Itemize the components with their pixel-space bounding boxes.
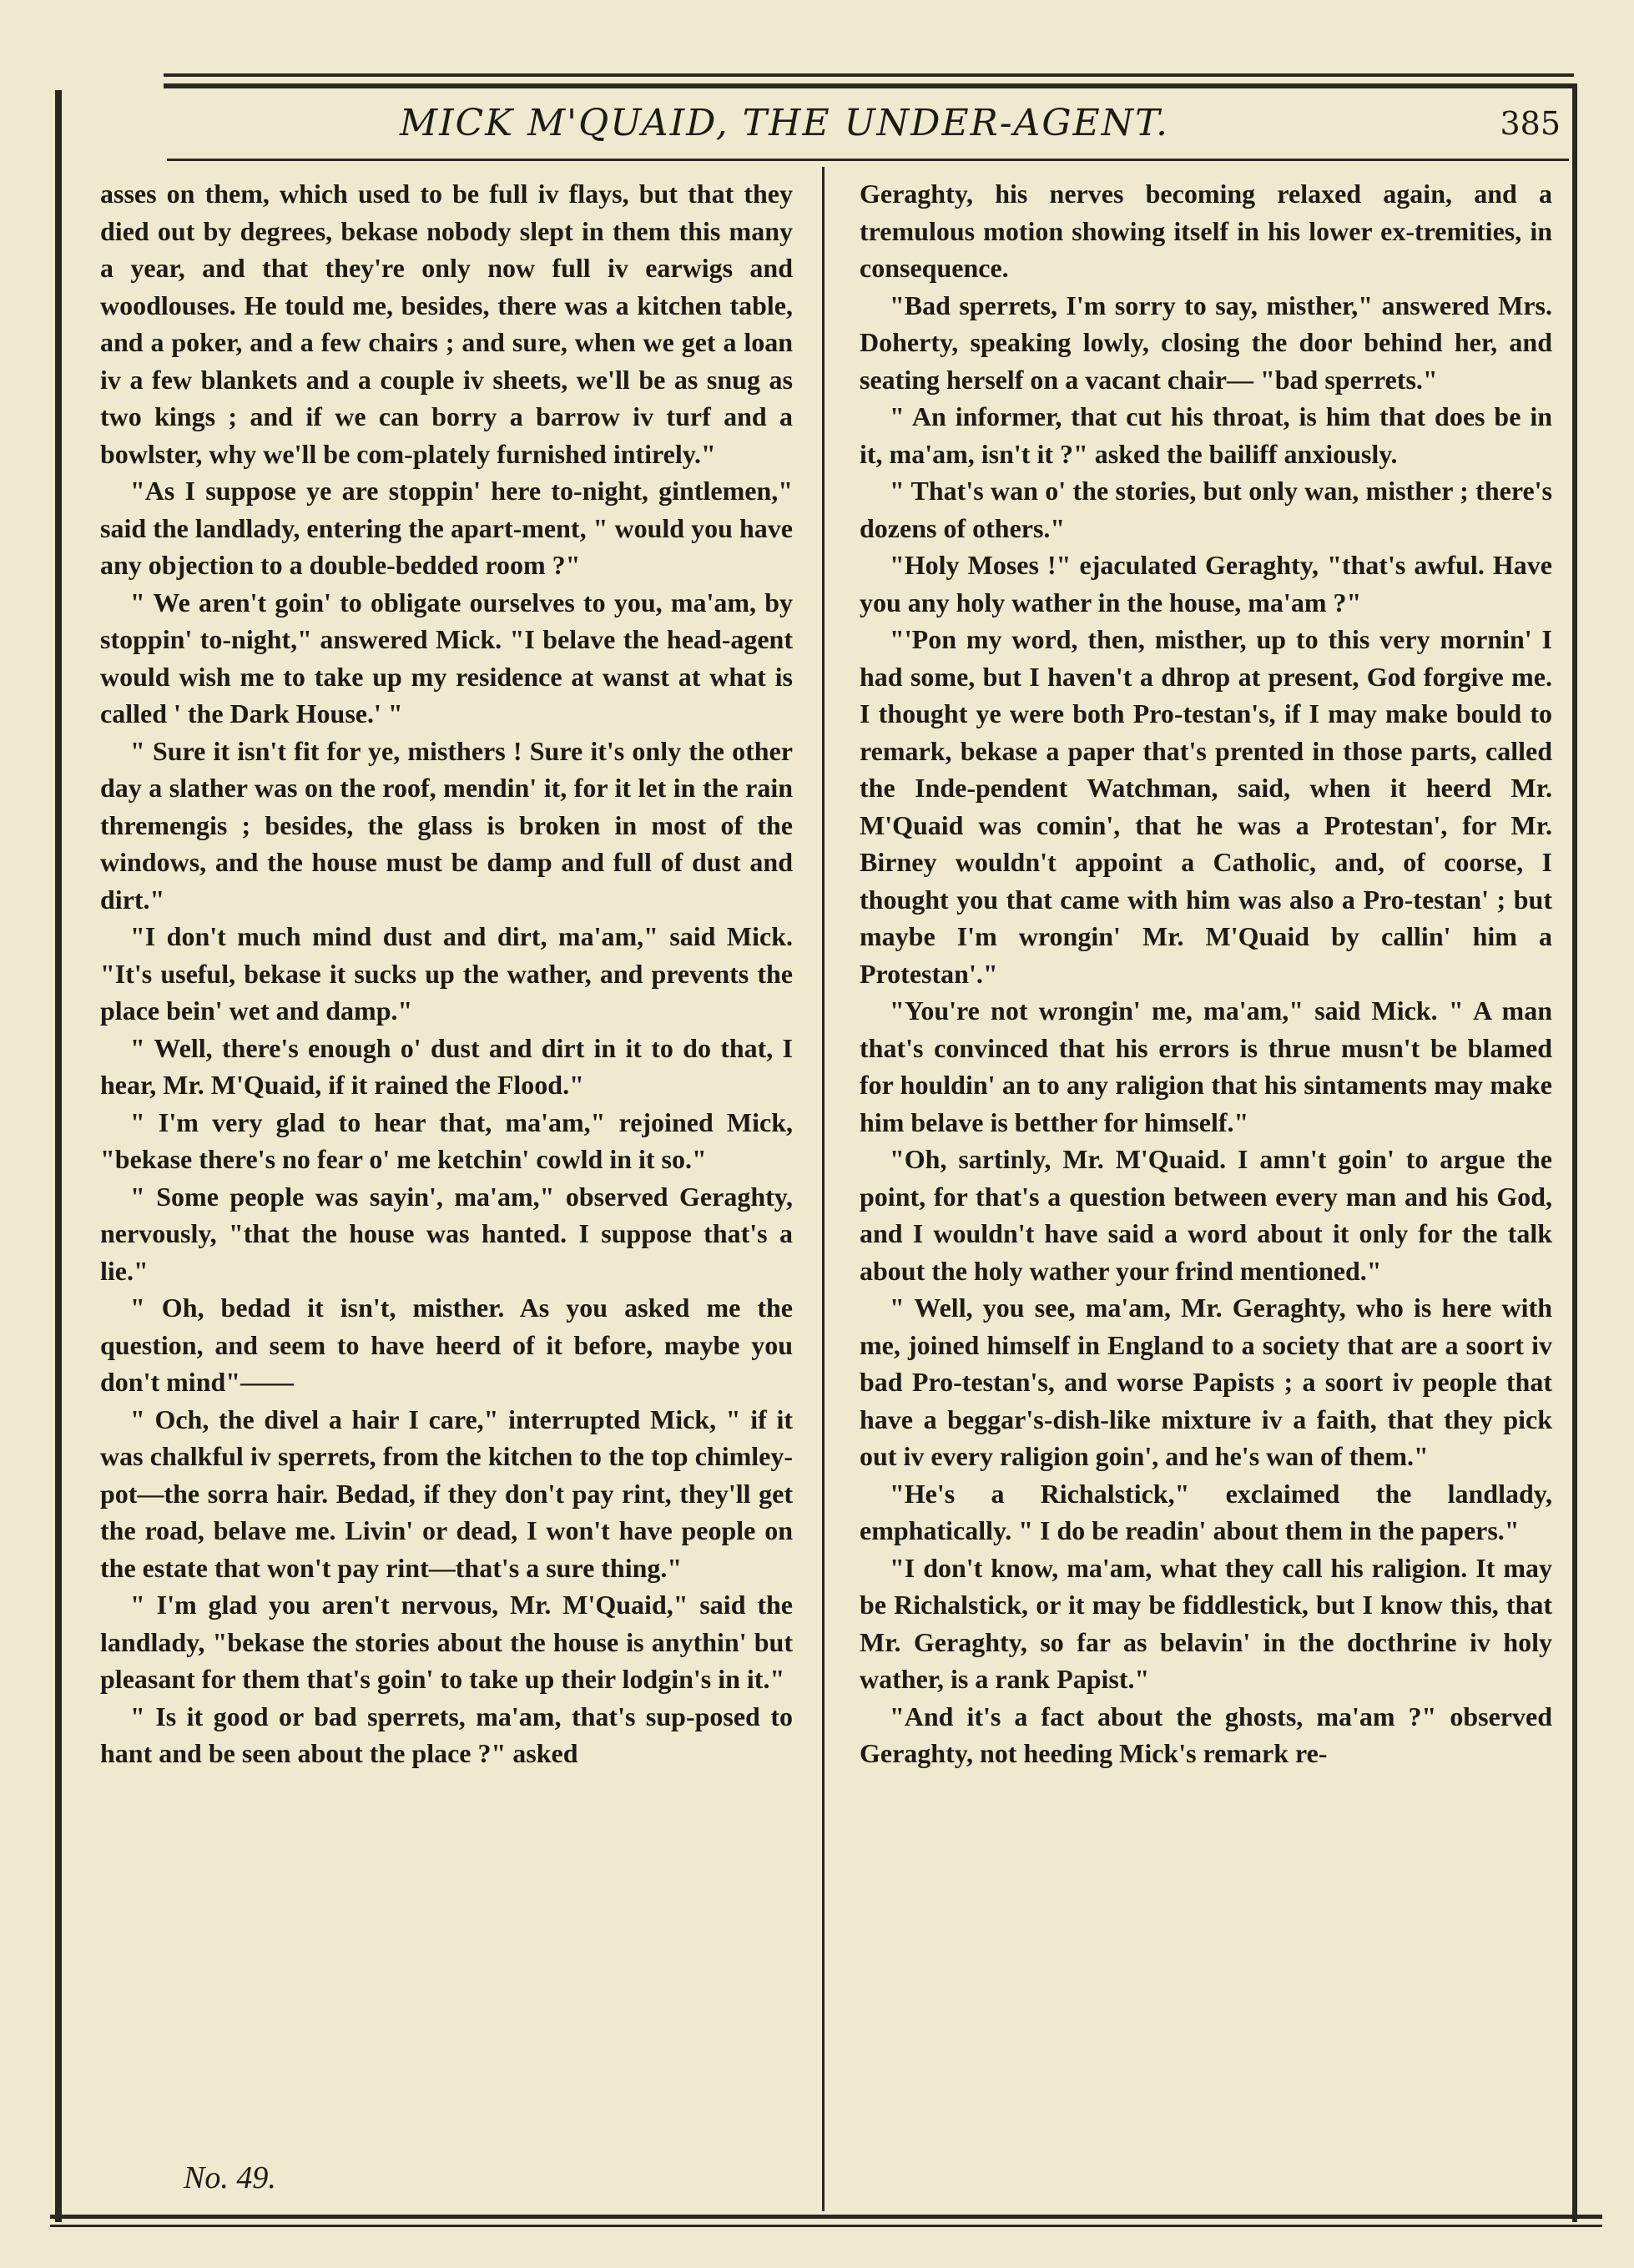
- paragraph: "Holy Moses !" ejaculated Geraghty, "that's awful. Have you any holy wather in the house, ma'am ?": [860, 550, 1552, 617]
- paragraph: " That's wan o' the stories, but only wan, misther ; there's dozens of others.": [860, 476, 1552, 543]
- paragraph: "'Pon my word, then, misther, up to this very mornin' I had some, but I haven't a dhrop at present, God forgive me. I thought ye were both Pro-testan's, if I may make bould to remark, bekase a paper that's prented in those parts, called the Inde-pendent Watchman, said, when it heerd Mr. M'Quaid was comin', that he was a Protestan', for Mr. Birney wouldn't appoint a Catholic, and, of coorse, I thought you that came with him was also a Pro-testan' ; but maybe I'm wrongin' Mr. M'Quaid by callin' him a Protestan'.": [860, 624, 1552, 989]
- paragraph: "As I suppose ye are stoppin' here to-night, gintlemen," said the landlady, entering the apart-ment, " would you have any objection to a double-bedded room ?": [100, 476, 793, 580]
- left-border-rule: [55, 90, 62, 2222]
- paragraph: "Bad sperrets, I'm sorry to say, misther," answered Mrs. Doherty, speaking lowly, closing the door behind her, and seating herself on a vacant chair— "bad sperrets.": [860, 290, 1552, 395]
- paragraph: "And it's a fact about the ghosts, ma'am ?" observed Geraghty, not heeding Mick's remark re-: [860, 1701, 1552, 1768]
- paragraph: " I'm very glad to hear that, ma'am," rejoined Mick, "bekase there's no fear o' me ketchin' cowld in it so.": [100, 1106, 793, 1174]
- paragraph: " An informer, that cut his throat, is him that does be in it, ma'am, isn't it ?" asked the bailiff anxiously.: [860, 401, 1552, 469]
- paragraph: asses on them, which used to be full iv flays, but that they died out by degrees, bekase nobody slept in them this many a year, and that they're only now full iv earwigs and woodlouses. He tould me, besides, there was a kitchen table, and a poker, and a few chairs ; and sure, when we get a loan iv a few blankets and a couple iv sheets, we'll be as snug as two kings ; and if we can borry a barrow iv turf and a bowlster, why we'll be com-plately furnished intirely.": [100, 179, 793, 469]
- column-divider: [822, 167, 825, 2211]
- signature-mark: No. 49.: [184, 2160, 276, 2195]
- right-border-rule: [1572, 83, 1577, 2222]
- paragraph: "I don't much mind dust and dirt, ma'am," said Mick. "It's useful, bekase it sucks up the wather, and prevents the place bein' wet and damp.": [100, 921, 793, 1026]
- bottom-rule: [50, 2225, 1602, 2227]
- top-rule-thick: [164, 83, 1574, 88]
- bottom-rule-thick: [50, 2215, 1602, 2219]
- paragraph: " Well, there's enough o' dust and dirt in it to do that, I hear, Mr. M'Quaid, if it rained the Flood.": [100, 1032, 793, 1100]
- paragraph: Geraghty, his nerves becoming relaxed again, and a tremulous motion showing itself in his lower ex-tremities, in consequence.: [860, 179, 1552, 283]
- paragraph: " Is it good or bad sperrets, ma'am, that's sup-posed to hant and be seen about the place ?" asked: [100, 1701, 793, 1768]
- paragraph: " Oh, bedad it isn't, misther. As you asked me the question, and seem to have heerd of it before, maybe you don't mind"——: [100, 1293, 793, 1397]
- paragraph: " We aren't goin' to obligate ourselves to you, ma'am, by stoppin' to-night," answered Mick. "I belave the head-agent would wish me to take up my residence at wanst at what is called ' the Dark House.' ": [100, 587, 793, 728]
- header-rule: [167, 159, 1569, 161]
- top-rule: [164, 73, 1574, 77]
- paragraph: " I'm glad you aren't nervous, Mr. M'Quaid," said the landlady, "bekase the stories about the house is anythin' but pleasant for them that's goin' to take up their lodgin's in it.": [100, 1590, 793, 1694]
- running-title: MICK M'QUAID, THE UNDER-AGENT.: [400, 102, 1169, 144]
- paragraph: " Some people was sayin', ma'am," observed Geraghty, nervously, "that the house was hanted. I suppose that's a lie.": [100, 1181, 793, 1286]
- right-column: [860, 175, 1552, 2161]
- page-number: 385: [1500, 105, 1561, 142]
- paragraph: " Och, the divel a hair I care," interrupted Mick, " if it was chalkful iv sperrets, from the kitchen to the top chimley-pot—the sorra hair. Bedad, if they don't pay rint, they'll get the road, belave me. Livin' or dead, I won't have people on the estate that won't pay rint—that's a sure thing.": [100, 1404, 793, 1583]
- paragraph: "I don't know, ma'am, what they call his raligion. It may be Richalstick, or it may be fiddlestick, but I know this, that Mr. Geraghty, so far as belavin' in the docthrine iv holy wather, is a rank Papist.": [860, 1552, 1552, 1694]
- paragraph: " Sure it isn't fit for ye, misthers ! Sure it's only the other day a slather was on the roof, mendin' it, for it let in the rain thremengis ; besides, the glass is broken in most of the windows, and the house must be damp and full of dust and dirt.": [100, 735, 793, 915]
- left-column: [100, 175, 793, 2161]
- paragraph: "You're not wrongin' me, ma'am," said Mick. " A man that's convinced that his errors is thrue musn't be blamed for houldin' an to any raligion that his sintaments may make him belave is betther for himself.": [860, 995, 1552, 1137]
- paragraph: "Oh, sartinly, Mr. M'Quaid. I amn't goin' to argue the point, for that's a question between every man and his God, and I wouldn't have said a word about it only for the talk about the holy wather your frind mentioned.": [860, 1144, 1552, 1286]
- paragraph: "He's a Richalstick," exclaimed the landlady, emphatically. " I do be readin' about them in the papers.": [860, 1478, 1552, 1545]
- paragraph: " Well, you see, ma'am, Mr. Geraghty, who is here with me, joined himself in England to a society that are a soort iv bad Pro-testan's, and worse Papists ; a soort iv people that have a beggar's-dish-like mixture iv a faith, that they pick out iv every raligion goin', and he's wan of them.": [860, 1293, 1552, 1471]
